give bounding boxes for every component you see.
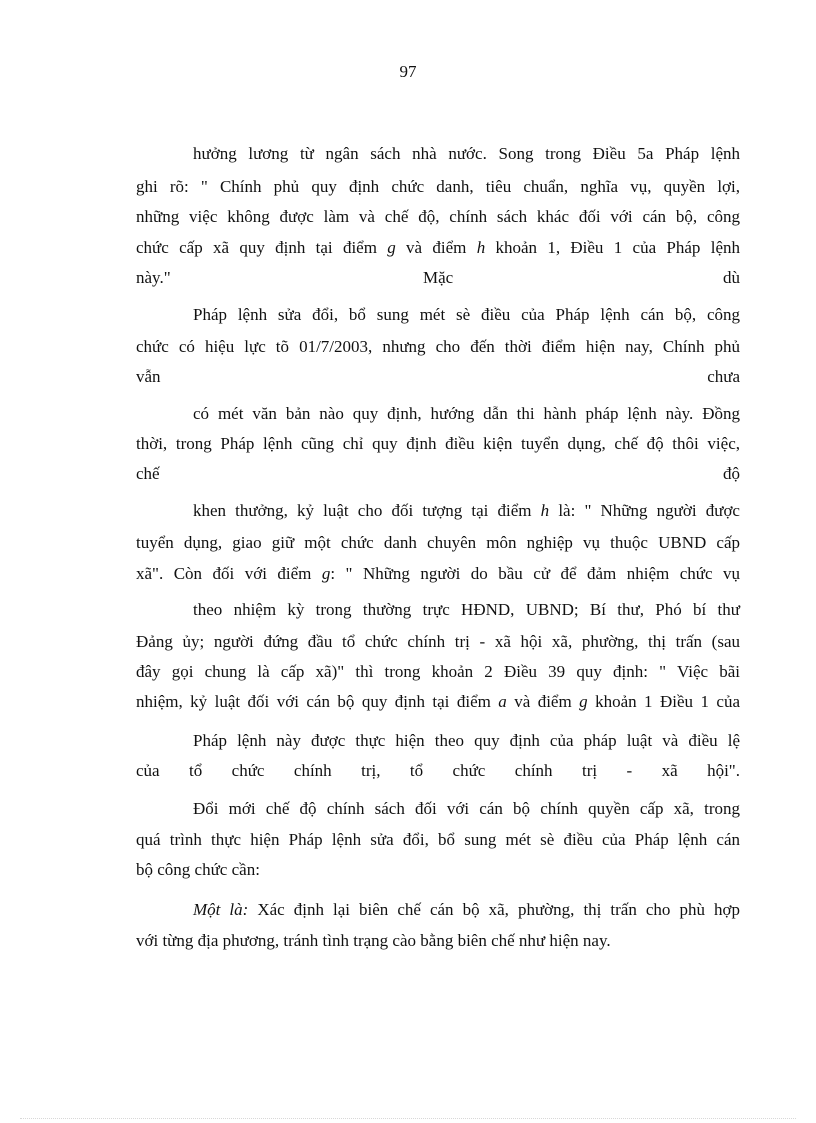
text-span: độ xyxy=(723,464,740,483)
italic-term: h xyxy=(476,238,486,257)
text-span: chức cấp xã quy định tại điểm xyxy=(136,238,388,257)
text-line: Pháp lệnh này được thực hiện theo quy định của pháp luật và điều lệ xyxy=(193,731,740,750)
text-span: nhiệm, kỷ luật đối với cán bộ quy định tại điểm xyxy=(136,692,499,711)
text-line xyxy=(136,365,740,389)
text-line xyxy=(136,266,740,290)
text-span: khoản 1, Điều 1 của Pháp lệnh xyxy=(485,238,740,257)
text-line: những việc không được làm và chế độ, chính sách khác đối với cán bộ, công xyxy=(136,207,740,226)
text-span: khoản 1 Điều 1 của xyxy=(587,692,741,711)
text-line: quá trình thực hiện Pháp lệnh sửa đổi, bổ sung mét sè điều của Pháp lệnh cán xyxy=(136,830,740,849)
text-span: chưa xyxy=(707,367,740,386)
italic-term: g xyxy=(579,692,588,711)
text-span: và điểm xyxy=(395,238,477,257)
text-span: Xác định lại biên chế cán bộ xã, phường, thị trấn cho phù hợp xyxy=(248,900,740,919)
text-span: là: " Những người được xyxy=(549,501,740,520)
text-line: thời, trong Pháp lệnh cũng chỉ quy định điều kiện tuyển dụng, chế độ thôi việc, xyxy=(136,434,740,453)
text-span: xã". Còn đối với điểm xyxy=(136,564,322,583)
text-line xyxy=(136,562,740,586)
text-line xyxy=(193,499,740,523)
italic-term: g xyxy=(387,238,396,257)
text-span: dù xyxy=(723,268,740,287)
page-bottom-rule xyxy=(20,1118,796,1119)
italic-term: a xyxy=(498,692,507,711)
text-line: với từng địa phương, tránh tình trạng cào bằng biên chế như hiện nay. xyxy=(136,931,611,950)
page-number: 97 xyxy=(399,62,417,81)
text-span: : " Những người do bầu cử để đảm nhiệm chức vụ xyxy=(330,564,740,583)
text-span: vẫn xyxy=(136,367,161,386)
text-line xyxy=(136,690,740,714)
text-line: đây gọi chung là cấp xã)" thì trong khoản 2 Điều 39 quy định: " Việc bãi xyxy=(136,662,740,681)
text-line: của tổ chức chính trị, tổ chức chính trị - xã hội". xyxy=(136,761,740,780)
italic-term: g xyxy=(321,564,331,583)
text-line: chức có hiệu lực tõ 01/7/2003, nhưng cho đến thời điểm hiện nay, Chính phủ xyxy=(136,337,740,356)
text-span: này." xyxy=(136,268,171,287)
text-span: Mặc xyxy=(423,268,454,287)
text-line: Đổi mới chế độ chính sách đối với cán bộ chính quyền cấp xã, trong xyxy=(193,799,740,818)
text-line xyxy=(136,462,740,486)
text-line: bộ công chức cần: xyxy=(136,860,260,879)
text-line: Pháp lệnh sửa đổi, bổ sung mét sè điều của Pháp lệnh cán bộ, công xyxy=(193,305,740,324)
text-line: hưởng lương từ ngân sách nhà nước. Song trong Điều 5a Pháp lệnh xyxy=(193,144,740,163)
text-span: chế xyxy=(136,464,160,483)
text-span: và điểm xyxy=(506,692,580,711)
text-line: theo nhiệm kỳ trong thường trực HĐND, UBND; Bí thư, Phó bí thư xyxy=(193,600,740,619)
text-line: Đảng ủy; người đứng đầu tổ chức chính trị - xã hội xã, phường, thị trấn (sau xyxy=(136,632,740,651)
text-line xyxy=(193,898,740,922)
italic-term: h xyxy=(540,501,550,520)
text-line: có mét văn bản nào quy định, hướng dẫn thi hành pháp lệnh này. Đồng xyxy=(193,404,740,423)
italic-term: Một là: xyxy=(193,900,249,919)
text-line: ghi rõ: " Chính phủ quy định chức danh, tiêu chuẩn, nghĩa vụ, quyền lợi, xyxy=(136,177,740,196)
text-line xyxy=(136,236,740,260)
text-line: tuyển dụng, giao giữ một chức danh chuyên môn nghiệp vụ thuộc UBND cấp xyxy=(136,533,740,552)
text-span: khen thưởng, kỷ luật cho đối tượng tại điểm xyxy=(193,501,541,520)
